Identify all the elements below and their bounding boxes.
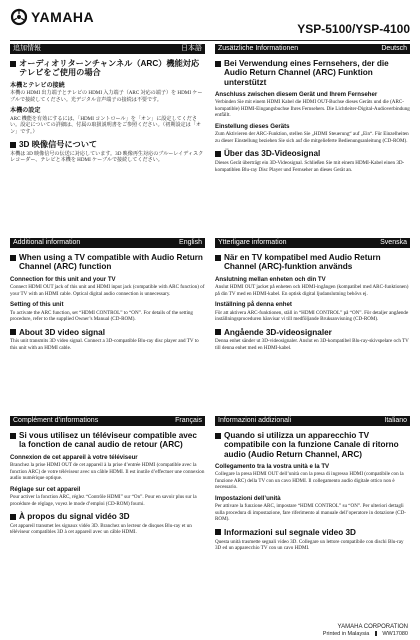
subheading: 本機とテレビの接続 [10,81,65,89]
section-ja [10,44,205,228]
section-header [215,238,410,248]
subheading: Einstellung dieses Geräts [215,122,290,130]
body-text: Branchez la prise HDMI OUT de cet appareil à la prise d’entrée HDMI (compatible avec la fonction ARC) de votre téléviseur avec un câble HDMI. Il est inutile d’effectuer une connexion audio numérique optique. [10,462,205,482]
page-header [10,8,410,41]
bullet-square-icon [10,61,16,67]
section-language: 日本語 [181,45,202,52]
body-text: Anslut HDMI OUT jacket på enheten och HDMI-ingången (kompatibel med ARC-funktionen) på din TV med en HDMI-kabel. En optisk digital ljudanslutning behövs ej. [215,284,409,297]
section-title: Si vous utilisez un téléviseur compatible avec la fonction de canal audio de retour (ARC) [10,431,205,450]
print-info [323,631,408,638]
separator-bar [375,631,377,636]
body-text: Cet appareil transmet les signaux vidéo 3D. Branchez un lecteur de disques Blu-ray et un téléviseur compatibles 3D à cet appareil avec un câble HDMI. [10,522,192,536]
section-header-label: Ytterligare information [218,239,287,246]
bullet-square-icon [10,255,16,261]
body-text: Pour activer la fonction ARC, réglez “Contrôle HDMI” sur “On”. Pour en savoir plus sur la procédure de réglage, voyez le mode d’emploi (CD-ROM) fourni. [10,494,197,507]
bullet-square-icon [215,151,221,157]
bullet-square-icon [10,142,16,148]
bullet-square-icon [215,329,221,335]
section-language: Italiano [384,417,407,424]
section-header-label: Informazioni addizionali [218,417,292,424]
section-row [10,44,410,228]
subheading: Impostazioni dell’unità [215,494,281,502]
printed-location: Printed in Malaysia [322,631,370,637]
body-text: Connect HDMI OUT jack of this unit and HDMI input jack (compatible with ARC function) of your TV with an HDMI cable. Optical digital audio connection is unnecessary. [10,284,205,297]
body-text: This unit transmits 3D video signal. Connect a 3D-compatible Blu-ray disc player and TV to this unit with an HDMI cable. [10,338,199,351]
body-text: För att aktivera ARC-funktionen, ställ in “HDMI CONTROL” på “ON”. För detaljer angående inställningsproceduren hänvisar vi till medföljande Bruksanvisning (CD-ROM). [215,309,409,323]
section-it [215,416,410,602]
subheading: Réglage sur cet appareil [10,485,81,493]
document-code: WW17080 [382,631,408,637]
section-header [10,238,205,248]
corporation-name: YAMAHA CORPORATION [337,624,408,630]
subheading: Inställning på denna enhet [215,301,292,309]
bullet-square-icon [10,433,16,439]
section-en [10,238,205,406]
body-text: Verbinden Sie mit einem HDMI Kabel die HDMI OUT-Buchse dieses Geräts und die (ARC-kompatible) HDMI-Eingangsbuchse Ihres Fernsehers. Die Lichtleiter-Digital-Audioverbindung entfällt. [215,99,410,119]
subheading: Setting of this unit [10,301,64,309]
tuning-forks-icon [10,8,28,26]
bullet-square-icon [215,529,221,535]
section-row [10,416,410,602]
bullet-square-icon [215,255,221,261]
section-title: Angående 3D-videosignaler [215,328,410,337]
section-de [215,44,410,228]
section-header-label: Additional information [13,239,81,246]
section-header [10,44,205,54]
section-title: About 3D video signal [10,328,205,337]
section-header [215,44,410,54]
bullet-square-icon [10,514,16,520]
section-title: Quando si utilizza un apparecchio TV compatibile con la funzione Canale di ritorno audio (Audio Return Channel, ARC) [215,431,410,459]
page-footer [323,624,408,638]
yamaha-logo [10,8,94,26]
section-title: När en TV kompatibel med Audio Return Channel (ARC)-funktion används [215,253,410,272]
subheading: Anslutning mellan enheten och din TV [215,275,326,283]
section-header [10,416,205,426]
section-title: À propos du signal vidéo 3D [10,512,205,521]
subheading: Collegamento tra la vostra unità e la TV [215,462,330,470]
section-language: Français [175,417,202,424]
section-language: Svenska [380,239,407,246]
section-row [10,238,410,406]
body-text: Dieses Gerät überträgt ein 3D-Videosignal. Schließen Sie mit einem HDMI-Kabel einen 3D-kompatiblen Blu-ray Disc Player und Fernseher an dieses Gerät an. [215,160,405,173]
section-header-label: Zusätzliche Informationen [218,45,299,52]
body-text: Per attivare la funzione ARC, impostare “HDMI CONTROL” su “ON”. Per ulteriori dettagli sulla procedura di impostazione, fare riferimento al manuale dell’operatore in dotazione (CD-ROM). [215,503,406,523]
section-sv [215,238,410,406]
body-text: 本機の HDMI 出力端子とテレビの HDMI 入力端子（ARC 対応の端子）を HDMI ケーブルで接続してください。光デジタル音声端子の接続は不要です。 [10,90,203,103]
section-title: Informazioni sul segnale video 3D [215,528,410,537]
body-text: Collegare la presa HDMI OUT dell’unità con la presa di ingresso HDMI (compatibile con la funzione ARC) della TV con un cavo HDMI. Il collegamento audio digitale ottico non è necessario. [215,471,404,491]
section-title: Bei Verwendung eines Fernsehers, der die Audio Return Channel (ARC) Funktion unterstützt [215,59,410,87]
section-title: When using a TV compatible with Audio Return Channel (ARC) function [10,253,205,272]
body-text: To activate the ARC function, set “HDMI CONTROL” to “ON”. For details of the setting procedure, refer to the supplied Owner’s Manual (CD-ROM). [10,309,193,323]
body-text: Zum Aktivieren der ARC-Funktion, stellen Sie „HDMI Steuerung“ auf „Ein“. Für Einzelheiten zu dieser Einstellung beziehen Sie sich auf die mitgelieferte Bedienungsanleitung (CD-ROM). [215,131,409,144]
brand-name: YAMAHA [31,9,95,25]
bullet-square-icon [215,61,221,67]
subheading: Anschluss zwischen diesem Gerät und Ihrem Fernseher [215,90,378,98]
section-header [215,416,410,426]
section-title: オーディオリターンチャンネル（ARC）機能対応テレビをご使用の場合 [10,59,205,78]
section-language: Deutsch [381,45,407,52]
body-text: ARC 機能を有効にするには、「HDMI コントロール」を「オン」に設定してください。設定についての詳細は、付属の取扱説明書をご参照ください。（初期設定は「オン」です。） [10,115,201,135]
section-header-label: 追加情報 [13,45,41,52]
subheading: Connexion de cet appareil à votre téléviseur [10,453,138,461]
bullet-square-icon [215,433,221,439]
subheading: Connection for this unit and your TV [10,275,116,283]
body-text: Questa unità trasmette segnali video 3D. Collegare un lettore compatibile con dischi Blu-ray 3D ed un apparecchio TV con un cavo HDMI. [215,538,404,552]
section-fr [10,416,205,602]
section-header-label: Complément d’informations [13,417,99,424]
section-language: English [179,239,202,246]
section-title: Über das 3D-Videosignal [215,149,410,158]
body-text: 本機は 3D 映像信号の伝送に対応しています。3D 映像再生対応のブルーレイディスクレコーダー、テレビと本機を HDMI ケーブルで接続してください。 [10,150,204,164]
subheading: 本機の設定 [10,107,41,115]
section-title: 3D 映像信号について [10,140,205,149]
model-number: YSP-5100/YSP-4100 [297,22,410,36]
bullet-square-icon [10,329,16,335]
body-text: Denna enhet sänder ut 3D-videosignaler. Anslut en 3D-kompatibel Blu-ray-skivspelare och TV till denna enhet med en HDMI-kabel. [215,338,409,351]
